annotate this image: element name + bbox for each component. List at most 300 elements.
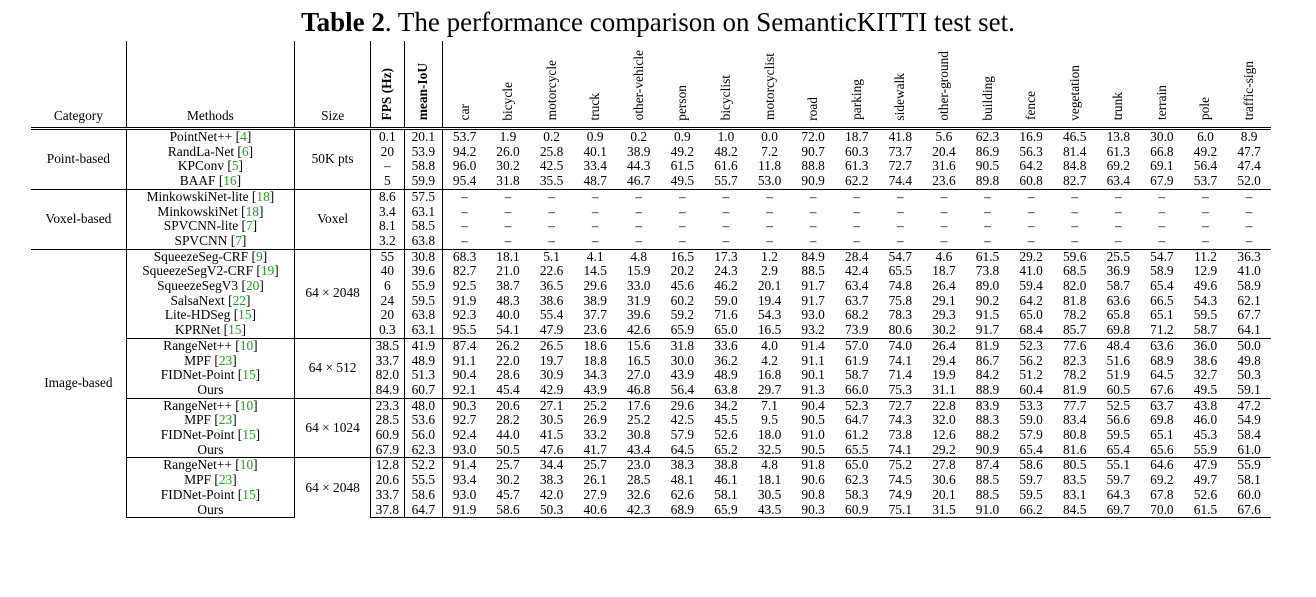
value-cell: 59.7 <box>1106 473 1131 488</box>
value-cell: – <box>530 189 574 204</box>
value-cell: 52.6 <box>1193 487 1218 502</box>
value-cell: 25.2 <box>573 398 617 413</box>
cite-open: [ <box>251 249 256 264</box>
value-cell: – <box>1027 204 1035 219</box>
value-cell: 26.2 <box>486 338 530 353</box>
value-cell: 78.2 <box>1062 308 1087 323</box>
value-cell: 55.4 <box>539 308 564 323</box>
value-cell: – <box>853 204 861 219</box>
method-cell <box>126 145 294 160</box>
value-cell: 84.9 <box>791 249 835 264</box>
value-cell: 1.2 <box>748 249 792 264</box>
table-row <box>31 368 1271 383</box>
cite-close: ] <box>238 159 243 174</box>
table-row <box>31 503 1271 518</box>
cite-close: ] <box>255 487 261 502</box>
value-cell: 81.4 <box>1062 144 1087 159</box>
value-cell: 4.8 <box>617 249 661 264</box>
value-cell: 62.2 <box>845 174 869 189</box>
results-table <box>31 41 1271 518</box>
method-name: MinkowskiNet <box>157 204 242 219</box>
cite-open: [ <box>214 353 219 368</box>
value-cell: 16.5 <box>627 353 651 368</box>
value-cell: 4.8 <box>748 458 792 473</box>
caption-text: . The performance comparison on SemanticKITTI test set. <box>384 7 1015 37</box>
value-cell: 93.0 <box>452 442 477 457</box>
value-cell: 64.3 <box>1106 487 1131 502</box>
value-cell: 4.0 <box>748 338 792 353</box>
value-cell: – <box>722 233 730 248</box>
method-name: SqueezeSegV2-CRF <box>142 264 257 279</box>
citation-link: 7 <box>245 219 253 234</box>
header-class-label: truck <box>587 92 603 121</box>
value-cell: 88.5 <box>975 473 1000 488</box>
miou-cell: 56.0 <box>404 428 443 443</box>
value-cell: 61.5 <box>1184 503 1228 518</box>
fps-cell: 6 <box>371 279 404 294</box>
value-cell: 58.9 <box>1150 264 1174 279</box>
citation-link: 19 <box>260 264 275 279</box>
value-cell: 52.5 <box>1097 398 1141 413</box>
method-cell <box>126 383 294 398</box>
value-cell: 47.9 <box>1184 458 1228 473</box>
value-cell: 58.6 <box>486 503 530 518</box>
value-cell: 32.0 <box>932 413 956 428</box>
citation-link: 6 <box>241 144 249 159</box>
method-cell <box>126 174 294 189</box>
value-cell: – <box>1097 189 1141 204</box>
value-cell: 65.4 <box>1106 442 1131 457</box>
value-cell: 68.4 <box>1019 323 1043 338</box>
value-cell: 91.7 <box>975 323 1000 338</box>
value-cell: 46.0 <box>1193 413 1218 428</box>
fps-cell: 20 <box>371 308 404 323</box>
value-cell: – <box>1158 204 1166 219</box>
value-cell: 52.3 <box>835 398 879 413</box>
miou-cell: 59.9 <box>404 174 443 189</box>
value-cell: 30.6 <box>932 473 956 488</box>
header-class-label: other-vehicle <box>630 49 646 121</box>
cite-close: ] <box>274 264 279 279</box>
value-cell: 0.9 <box>661 129 705 145</box>
value-cell: 29.6 <box>583 279 607 294</box>
value-cell: 18.7 <box>932 264 956 279</box>
value-cell: 42.5 <box>539 159 564 174</box>
value-cell: 66.5 <box>1150 293 1174 308</box>
value-cell: 78.2 <box>1062 368 1087 383</box>
value-cell: 58.7 <box>1106 279 1131 294</box>
value-cell: – <box>486 189 530 204</box>
value-cell: – <box>984 219 991 234</box>
category-cell: Image-based <box>31 249 126 518</box>
value-cell: – <box>1140 189 1184 204</box>
value-cell: 29.2 <box>932 442 956 457</box>
value-cell: 92.5 <box>452 279 477 294</box>
value-cell: – <box>679 233 686 248</box>
header-class-person <box>661 41 705 129</box>
value-cell: 88.8 <box>801 159 825 174</box>
value-cell: 92.1 <box>452 382 477 397</box>
cite-close: ] <box>248 144 254 159</box>
miou-cell: 63.8 <box>404 234 443 249</box>
value-cell: 60.0 <box>1237 487 1261 502</box>
value-cell: 42.5 <box>670 413 695 428</box>
value-cell: 47.2 <box>1227 398 1271 413</box>
value-cell: 47.6 <box>539 442 564 457</box>
miou-cell: 51.3 <box>404 368 443 383</box>
cite-close: ] <box>259 279 264 294</box>
citation-link: 10 <box>239 398 254 413</box>
value-cell: 93.0 <box>452 487 477 502</box>
table-row <box>31 294 1271 309</box>
table-row <box>31 219 1271 234</box>
value-cell: – <box>809 219 817 234</box>
value-cell: 77.7 <box>1053 398 1097 413</box>
method-name: RangeNet++ <box>163 398 236 413</box>
value-cell: 22.8 <box>922 398 966 413</box>
header-class-label: road <box>805 96 821 121</box>
method-name: Ours <box>197 502 224 517</box>
value-cell: 25.7 <box>573 458 617 473</box>
value-cell: 7.1 <box>748 398 792 413</box>
value-cell: 52.6 <box>714 428 738 443</box>
value-cell: 18.1 <box>486 249 530 264</box>
value-cell: 62.6 <box>670 487 695 502</box>
table-row <box>31 249 1271 264</box>
value-cell: 49.5 <box>1193 382 1218 397</box>
table-row <box>31 473 1271 488</box>
cite-open: [ <box>214 473 219 488</box>
value-cell: 11.2 <box>1184 249 1228 264</box>
value-cell: 82.3 <box>1062 353 1087 368</box>
value-cell: 59.5 <box>1106 428 1131 443</box>
cite-open: [ <box>235 457 240 473</box>
method-name: FIDNet-Point <box>160 428 238 443</box>
value-cell: – <box>661 189 705 204</box>
table-row <box>31 488 1271 503</box>
value-cell: 65.1 <box>1150 428 1174 443</box>
fps-cell: 33.7 <box>371 354 404 369</box>
value-cell: 90.5 <box>801 413 825 428</box>
value-cell: – <box>1009 189 1053 204</box>
cite-open: [ <box>237 487 243 502</box>
value-cell: 36.9 <box>1106 264 1131 279</box>
value-cell: 49.2 <box>1193 144 1218 159</box>
value-cell: 68.9 <box>661 503 705 518</box>
table-body <box>31 129 1271 518</box>
header-class-parking <box>835 41 879 129</box>
value-cell: 71.2 <box>1150 323 1174 338</box>
value-cell: 29.7 <box>757 382 782 397</box>
value-cell: – <box>940 233 948 248</box>
value-cell: 75.3 <box>888 382 913 397</box>
value-cell: 65.8 <box>1106 308 1131 323</box>
value-cell: 65.9 <box>704 503 748 518</box>
header-class-fence <box>1009 41 1053 129</box>
cite-open: [ <box>235 338 240 353</box>
value-cell: 50.3 <box>530 503 574 518</box>
table-row <box>31 308 1271 323</box>
value-cell: 33.6 <box>704 338 748 353</box>
value-cell: 90.9 <box>975 442 1000 457</box>
header-class-truck <box>573 41 617 129</box>
value-cell: 16.5 <box>661 249 705 264</box>
value-cell: 38.9 <box>627 144 651 159</box>
value-cell: – <box>984 233 991 248</box>
value-cell: 48.7 <box>583 174 607 189</box>
value-cell: 61.9 <box>845 353 869 368</box>
value-cell: 93.4 <box>452 473 477 488</box>
miou-cell: 60.7 <box>404 383 443 398</box>
value-cell: – <box>573 189 617 204</box>
value-cell: 50.5 <box>496 442 520 457</box>
value-cell: 74.3 <box>888 413 913 428</box>
value-cell: – <box>1245 204 1253 219</box>
value-cell: 61.5 <box>966 249 1010 264</box>
cite-open: [ <box>223 323 229 338</box>
method-cell <box>126 279 294 294</box>
size-cell: 64 × 512 <box>295 338 371 398</box>
value-cell: – <box>504 219 512 234</box>
value-cell: 80.6 <box>888 323 913 338</box>
value-cell: 36.5 <box>539 279 564 294</box>
value-cell: 60.8 <box>1019 174 1043 189</box>
value-cell: 74.8 <box>888 279 913 294</box>
value-cell: – <box>940 219 948 234</box>
value-cell: 91.1 <box>801 353 825 368</box>
value-cell: 40.1 <box>583 144 607 159</box>
value-cell: – <box>548 219 555 234</box>
value-cell: – <box>461 219 468 234</box>
table-row <box>31 354 1271 369</box>
value-cell: 84.8 <box>1062 159 1087 174</box>
value-cell: 24.3 <box>714 264 738 279</box>
value-cell: 48.3 <box>496 293 520 308</box>
method-cell <box>126 488 294 503</box>
value-cell: 20.6 <box>486 398 530 413</box>
value-cell: 37.7 <box>583 308 607 323</box>
value-cell: 68.3 <box>443 249 487 264</box>
table-row <box>31 145 1271 160</box>
value-cell: 80.8 <box>1062 428 1087 443</box>
value-cell: 18.7 <box>835 129 879 145</box>
value-cell: 91.9 <box>452 293 477 308</box>
value-cell: 85.7 <box>1062 323 1087 338</box>
value-cell: – <box>635 219 643 234</box>
value-cell: 46.8 <box>627 382 651 397</box>
value-cell: 41.0 <box>1019 264 1043 279</box>
header-class-label: building <box>979 75 995 121</box>
header-size: Size <box>295 41 371 129</box>
value-cell: 28.2 <box>496 413 520 428</box>
value-cell: – <box>679 219 686 234</box>
header-class-vegetation <box>1053 41 1097 129</box>
citation-link: 10 <box>239 457 254 473</box>
value-cell: – <box>722 204 730 219</box>
fps-cell: 84.9 <box>371 383 404 398</box>
value-cell: 27.9 <box>583 487 607 502</box>
value-cell: 26.5 <box>530 338 574 353</box>
value-cell: 30.2 <box>932 323 956 338</box>
value-cell: 61.2 <box>845 428 869 443</box>
value-cell: 47.7 <box>1237 144 1261 159</box>
value-cell: 41.0 <box>1237 264 1261 279</box>
value-cell: 0.2 <box>530 129 574 145</box>
value-cell: 50.3 <box>1237 368 1261 383</box>
method-name: MPF <box>184 413 215 428</box>
value-cell: 96.0 <box>452 159 477 174</box>
value-cell: 88.9 <box>975 382 1000 397</box>
value-cell: 90.3 <box>443 398 487 413</box>
value-cell: 12.6 <box>932 428 956 443</box>
value-cell: 29.6 <box>661 398 705 413</box>
value-cell: 68.9 <box>1150 353 1174 368</box>
value-cell: – <box>504 204 512 219</box>
header-class-road <box>791 41 835 129</box>
cite-close: ] <box>232 353 237 368</box>
value-cell: 43.4 <box>627 442 651 457</box>
fps-cell: 8.6 <box>371 189 404 204</box>
header-category: Category <box>31 41 126 129</box>
value-cell: – <box>591 219 599 234</box>
value-cell: 90.6 <box>801 473 825 488</box>
miou-cell: 55.9 <box>404 279 443 294</box>
fps-cell: 38.5 <box>371 338 404 353</box>
value-cell: 83.1 <box>1062 487 1087 502</box>
cite-close: ] <box>255 428 261 443</box>
value-cell: – <box>853 233 861 248</box>
value-cell: 73.7 <box>888 144 913 159</box>
value-cell: – <box>809 233 817 248</box>
fps-cell: 28.5 <box>371 413 404 428</box>
value-cell: 74.9 <box>888 487 913 502</box>
value-cell: 6.0 <box>1184 129 1228 145</box>
value-cell: 59.2 <box>670 308 695 323</box>
citation-link: 7 <box>235 233 242 248</box>
method-name: SqueezeSegV3 <box>157 279 242 294</box>
value-cell: 31.5 <box>922 503 966 518</box>
value-cell: 58.3 <box>845 487 869 502</box>
value-cell: 61.6 <box>714 159 738 174</box>
citation-link: 9 <box>256 249 263 264</box>
value-cell: – <box>1184 189 1228 204</box>
value-cell: 86.9 <box>975 144 1000 159</box>
value-cell: – <box>617 189 661 204</box>
value-cell: 23.6 <box>932 174 956 189</box>
value-cell: 63.4 <box>1106 174 1131 189</box>
miou-cell: 20.1 <box>404 129 443 145</box>
value-cell: 82.7 <box>1062 174 1087 189</box>
value-cell: – <box>791 189 835 204</box>
header-class-label: trunk <box>1110 92 1126 121</box>
value-cell: 60.2 <box>670 293 695 308</box>
citation-link: 16 <box>223 174 237 189</box>
value-cell: 54.9 <box>1237 413 1261 428</box>
method-cell <box>126 189 294 204</box>
value-cell: 15.6 <box>617 338 661 353</box>
value-cell: 86.7 <box>975 353 1000 368</box>
value-cell: 92.4 <box>452 428 477 443</box>
cite-close: ] <box>262 249 268 264</box>
value-cell: – <box>1027 233 1035 248</box>
value-cell: 90.4 <box>791 398 835 413</box>
value-cell: 66.8 <box>1150 144 1174 159</box>
value-cell: 45.6 <box>670 279 695 294</box>
value-cell: 81.6 <box>1062 442 1087 457</box>
fps-cell: 40 <box>371 264 404 279</box>
cite-close: ] <box>246 129 252 144</box>
value-cell: 58.6 <box>1009 458 1053 473</box>
value-cell: – <box>461 204 468 219</box>
value-cell: 77.6 <box>1053 338 1097 353</box>
value-cell: 88.5 <box>975 487 1000 502</box>
value-cell: 65.9 <box>670 323 695 338</box>
table-label: Table 2 <box>301 7 385 37</box>
value-cell: 81.9 <box>966 338 1010 353</box>
value-cell: – <box>766 219 773 234</box>
value-cell: 31.9 <box>627 293 651 308</box>
value-cell: 25.8 <box>539 144 564 159</box>
value-cell: – <box>548 233 555 248</box>
value-cell: 74.1 <box>888 353 913 368</box>
method-name: PointNet++ <box>169 129 236 144</box>
value-cell: 47.9 <box>539 323 564 338</box>
table-row <box>31 264 1271 279</box>
fps-cell: 55 <box>371 249 404 264</box>
value-cell: 62.1 <box>1237 293 1261 308</box>
value-cell: – <box>591 204 599 219</box>
value-cell: 16.8 <box>757 368 782 383</box>
value-cell: 59.7 <box>1019 473 1043 488</box>
value-cell: 16.5 <box>757 323 782 338</box>
table-row <box>31 174 1271 189</box>
value-cell: 20.2 <box>670 264 695 279</box>
value-cell: 48.9 <box>714 368 738 383</box>
value-cell: 62.3 <box>845 473 869 488</box>
value-cell: 28.6 <box>496 368 520 383</box>
value-cell: 72.0 <box>791 129 835 145</box>
value-cell: 61.5 <box>670 159 695 174</box>
header-class-label: traffic-sign <box>1241 61 1257 121</box>
value-cell: 33.4 <box>583 159 607 174</box>
value-cell: 33.2 <box>583 428 607 443</box>
method-name: SalsaNext <box>170 293 229 308</box>
value-cell: 88.2 <box>975 428 1000 443</box>
fps-cell: 24 <box>371 294 404 309</box>
value-cell: 93.2 <box>801 323 825 338</box>
value-cell: – <box>1227 189 1271 204</box>
table-row <box>31 159 1271 174</box>
value-cell: 55.1 <box>1097 458 1141 473</box>
value-cell: 22.6 <box>539 264 564 279</box>
value-cell: 26.4 <box>932 279 956 294</box>
value-cell: 46.1 <box>714 473 738 488</box>
value-cell: 43.5 <box>748 503 792 518</box>
fps-cell: 20 <box>371 145 404 160</box>
value-cell: 49.5 <box>670 174 695 189</box>
value-cell: 17.3 <box>704 249 748 264</box>
table-row <box>31 205 1271 220</box>
table-row <box>31 458 1271 473</box>
miou-cell: 58.6 <box>404 488 443 503</box>
value-cell: 38.3 <box>661 458 705 473</box>
value-cell: 17.6 <box>617 398 661 413</box>
table-row <box>31 398 1271 413</box>
header-class-label: pole <box>1197 97 1213 121</box>
value-cell: 5.1 <box>530 249 574 264</box>
value-cell: 54.7 <box>879 249 923 264</box>
fps-cell: 0.1 <box>371 129 404 145</box>
